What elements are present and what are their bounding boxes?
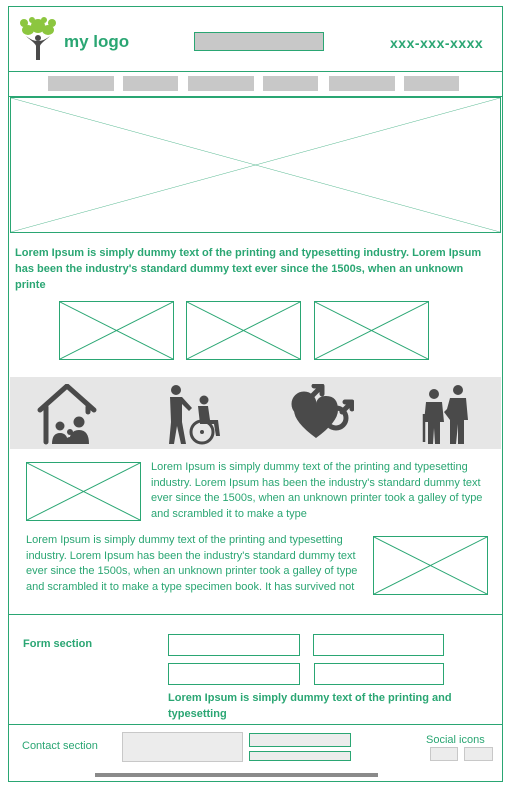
feature-image-1: [26, 462, 141, 521]
social-icons-label: Social icons: [426, 734, 485, 746]
intro-text: Lorem Ipsum is simply dummy text of the printing and typesetting industry. Lorem Ipsum has been the industry's standard dummy text ever since the 1500s, when an unknown printe: [15, 247, 482, 291]
gender-heart-icon[interactable]: [288, 384, 354, 446]
search-placeholder[interactable]: [194, 32, 324, 51]
image-placeholder-icon: [374, 537, 487, 594]
form-input-1[interactable]: [168, 634, 300, 656]
image-placeholder-icon: [60, 302, 173, 359]
image-placeholder-icon: [11, 98, 500, 232]
form-note: Lorem Ipsum is simply dummy text of the printing and typesetting: [168, 692, 452, 720]
gallery-image-2: [186, 301, 301, 360]
contact-field-1[interactable]: [249, 733, 351, 747]
nav-item-1[interactable]: [48, 76, 114, 91]
form-section-label: Form section: [23, 638, 93, 650]
nav-item-5[interactable]: [329, 76, 395, 91]
logo-text: my logo: [64, 32, 130, 51]
home-family-icon[interactable]: [36, 384, 98, 446]
hero-image-placeholder: [10, 97, 501, 233]
contact-field-2[interactable]: [249, 751, 351, 761]
wheelchair-care-icon[interactable]: [162, 384, 224, 446]
feature-text-1: Lorem Ipsum is simply dummy text of the printing and typesetting industry. Lorem Ipsum has been the industry's standard dummy text ever since the 1500s, when an unknown printer took a galley of type and scrambled it to make a type: [151, 461, 483, 520]
nav-item-2[interactable]: [123, 76, 178, 91]
feature-text-2: Lorem Ipsum is simply dummy text of the printing and typesetting industry. Lorem Ipsum has been the industry's standard dummy text ever since the 1500s, when an unknown printer took a galley of type and scrambled it to make a type specimen book. It has survived not: [26, 534, 358, 593]
nav-item-3[interactable]: [188, 76, 254, 91]
header-divider: [8, 71, 503, 72]
elderly-couple-icon[interactable]: [420, 384, 472, 446]
form-input-4[interactable]: [314, 663, 444, 685]
contact-section-label: Contact section: [22, 740, 98, 752]
gallery-image-1: [59, 301, 174, 360]
footer-divider: [8, 724, 503, 725]
form-divider: [8, 614, 503, 615]
form-input-2[interactable]: [313, 634, 444, 656]
gallery-image-3: [314, 301, 429, 360]
form-input-3[interactable]: [168, 663, 300, 685]
horizontal-scrollbar[interactable]: [95, 773, 378, 777]
feature-image-2: [373, 536, 488, 595]
contact-map-placeholder: [122, 732, 243, 762]
logo[interactable]: [18, 16, 136, 64]
image-placeholder-icon: [315, 302, 428, 359]
nav-item-6[interactable]: [404, 76, 459, 91]
image-placeholder-icon: [187, 302, 300, 359]
image-placeholder-icon: [27, 463, 140, 520]
social-icon-1[interactable]: [430, 747, 458, 761]
social-icon-2[interactable]: [464, 747, 493, 761]
tree-logo-icon: [18, 16, 58, 62]
nav-item-4[interactable]: [263, 76, 318, 91]
phone-number[interactable]: xxx-xxx-xxxx: [390, 35, 484, 51]
